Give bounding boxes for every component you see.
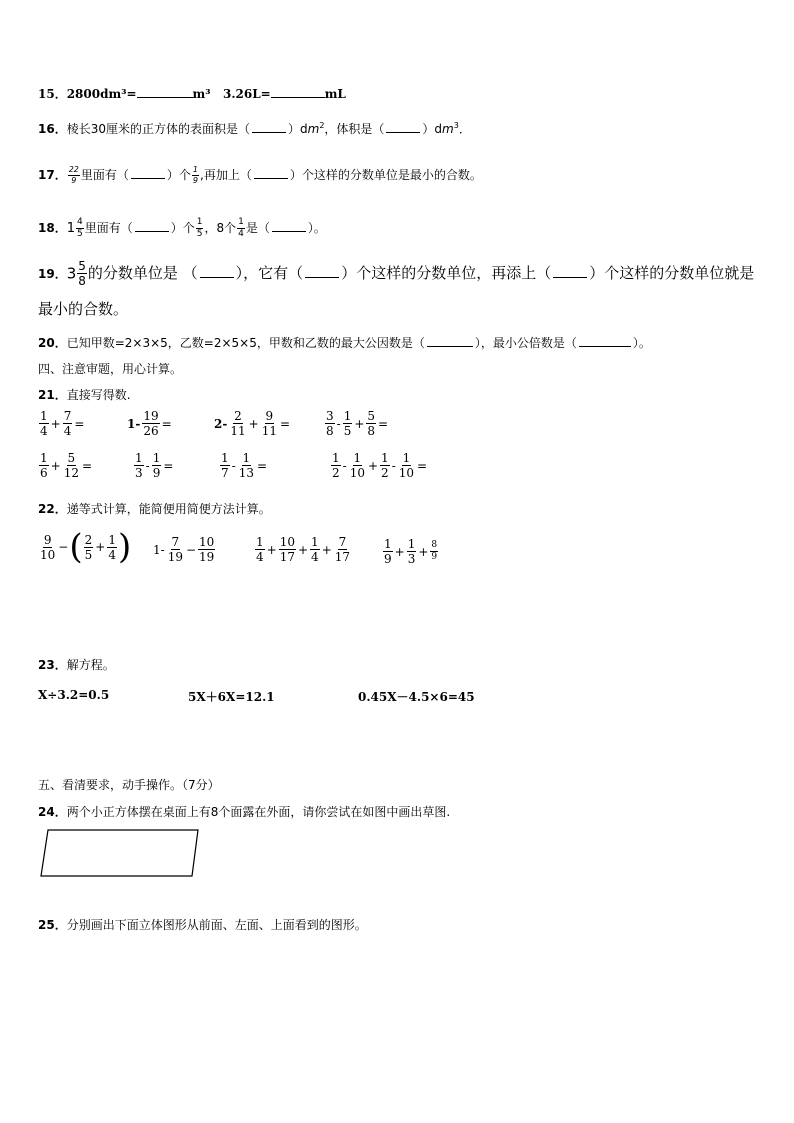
question-24 [38,803,450,820]
answer-blank [137,85,193,98]
q21-expr-4: $\frac{3}{8}$ - $\frac{1}{5}$ + $\frac{5}{8}$ = [326,409,389,438]
q22-title: 递等式计算，能简便用简便方法计算。 [66,502,271,516]
fraction: $\frac{1}{6}$ [40,451,48,480]
q23-number: 23． [38,658,67,672]
fraction: $\frac{8}{9}$ [431,540,438,562]
mixed-integer: 1 [66,221,75,236]
fraction: $\frac{5}{8}$ [367,409,376,438]
fraction: $\frac{9}{11}$ [261,409,277,438]
fraction: $\frac{5}{12}$ [63,451,79,480]
q18-number: 18． [38,221,67,235]
fraction: $\frac{19}{26}$ [143,409,159,438]
equation-3: 0.45X－4.5×6=45 [358,690,475,704]
question-16 [38,120,471,137]
q22-number: 22． [38,502,67,516]
q22-expr-2: 1- $\frac{7}{19}$ − $\frac{10}{19}$ [153,535,215,564]
fraction: $\frac{1}{2}$ [381,451,389,480]
q21-expr-7: $\frac{1}{7}$ - $\frac{1}{13}$ = [221,451,268,480]
q21-expr-6: $\frac{1}{3}$ - $\frac{1}{9}$ = [135,451,174,480]
q21-expr-1: $\frac{1}{4}$ + $\frac{7}{4}$ = [40,409,85,438]
q15-number: 15． [38,87,67,101]
q16-text-g: ． [458,122,471,136]
answer-blank [200,267,234,278]
fraction: $\frac{2}{11}$ [230,409,246,438]
fraction: $\frac{7}{4}$ [63,409,72,438]
q18-text-c: ，8个 [204,221,237,235]
fraction: $\frac{1}{3}$ [407,537,416,566]
q16-unit-2: m [442,122,454,136]
q16-number: 16． [38,122,67,136]
q21-expr-8: $\frac{1}{2}$ - $\frac{1}{10}$ + $\frac{1}{2}$ - $\frac{1}{10}$ = [332,451,428,480]
q20-end: ）。 [632,336,651,350]
q16-sup-2: 3 [453,121,459,130]
fraction: $\frac{1}{5}$ [343,409,352,438]
q21-expr-3: 2- $\frac{2}{11}$ + $\frac{9}{11}$ = [214,409,291,438]
fraction: $\frac{10}{17}$ [279,535,295,564]
q22-expr-1: $\frac{9}{10}$ −( $\frac{2}{5}$ + $\frac{1}{4}$ ) [40,527,132,567]
q19-line-2: 最小的合数。 [38,300,129,318]
q18-text-b: ）个 [170,221,195,235]
q15-text-d: mL [324,87,346,101]
mixed-integer: 3 [66,264,77,283]
answer-blank [427,336,473,347]
fraction: $\frac{2}{5}$ [84,532,93,562]
q17-number: 17． [38,168,67,182]
q15-text-a: 2800dm³= [66,87,137,101]
q19-text-d: ）个这样的分数单位就是 [589,264,755,282]
fraction: $\frac{7}{17}$ [334,535,351,564]
question-21 [38,386,131,403]
fraction: $\frac{1}{4}$ [311,535,319,564]
fraction: $\frac{1}{4}$ [256,535,264,564]
section-4-heading: 四、注意审题，用心计算。 [38,362,183,376]
question-20 [38,334,651,351]
q25-number: 25． [38,918,67,932]
answer-blank [272,221,306,232]
fraction: $\frac{1}{4}$ [40,409,48,438]
q21-expr-5: $\frac{1}{6}$ + $\frac{5}{12}$ = [40,451,93,480]
q25-text: 分别画出下面立体图形从前面、左面、上面看到的图形。 [66,918,367,932]
answer-blank [254,168,288,179]
answer-blank [135,221,169,232]
answer-blank [252,122,286,133]
q21-expr-2: 1- $\frac{19}{26}$ = [127,409,172,438]
q21-title: 直接写得数. [66,388,131,402]
q18-text-e: ）。 [307,221,326,235]
fraction: $\frac{3}{8}$ [326,409,334,438]
q19-text-b: ），它有（ [235,264,304,282]
fraction: $\frac{1}{10}$ [349,451,365,480]
q16-text-d: ，体积是（ [324,122,385,136]
fraction: $\frac{1}{2}$ [332,451,340,480]
q23-title: 解方程。 [66,658,115,672]
answer-blank [579,336,631,347]
answer-blank [305,267,339,278]
question-18 [38,218,326,239]
q17-text-b: ）个 [166,168,191,182]
q16-sup: 2 [319,121,325,130]
q17-text-d: ）个这样的分数单位是最小的合数。 [289,168,482,182]
fraction: $\frac{1}{7}$ [221,451,229,480]
answer-blank [553,267,587,278]
answer-blank [131,168,165,179]
q24-text: 两个小正方体摆在桌面上有8个面露在外面，请你尝试在如图中画出草图. [66,805,451,819]
question-22 [38,500,271,517]
q15-text-b: m³ [192,87,211,101]
q20-number: 20． [38,336,67,350]
fraction: $\frac{1}{9}$ [152,451,161,480]
fraction: $\frac{1}{9}$ [384,537,392,566]
fraction: $\frac{1}{4}$ [108,532,116,562]
question-15 [38,85,346,102]
question-17 [38,166,482,185]
q18-text-a: 里面有（ [84,221,133,235]
q22-expr-3: $\frac{1}{4}$ + $\frac{10}{17}$ + $\frac{1}{4}$ + $\frac{7}{17}$ [256,535,351,564]
question-23 [38,656,115,673]
q17-text-c: ,再加上（ [200,168,252,182]
answer-blank [271,85,325,98]
q16-unit: m [307,122,320,136]
equation-1: X÷3.2=0.5 [38,688,110,702]
fraction: $\frac{1}{5}$ [196,217,203,239]
q19-number: 19． [38,267,67,281]
equation-2: 5X＋6X=12.1 [188,690,275,704]
section-5-heading: 五、看清要求，动手操作。（7分） [38,778,220,792]
q22-expr-4: $\frac{1}{9}$ + $\frac{1}{3}$ + $\frac{8}{9}$ [384,537,438,566]
fraction: $\frac{7}{19}$ [167,535,183,564]
fraction: $\frac{5}{8}$ [78,259,86,288]
answer-blank [386,122,420,133]
fraction: $\frac{9}{10}$ [40,532,56,562]
tabletop-parallelogram [38,828,202,878]
fraction: $\frac{1}{4}$ [238,217,244,239]
q19-text-c: ）个这样的分数单位，再添上（ [341,264,552,282]
fraction: $\frac{22}{9}$ [68,165,79,185]
fraction: $\frac{10}{19}$ [199,535,215,564]
fraction: $\frac{1}{13}$ [238,451,254,480]
q18-text-d: 是（ [245,221,270,235]
fraction: $\frac{1}{3}$ [135,451,143,480]
q20-mid: ），最小公倍数是（ [474,336,577,350]
question-25 [38,916,367,933]
q21-number: 21． [38,388,67,402]
question-19 [38,260,754,287]
q15-text-c: 3.26L= [223,87,271,101]
q16-text-b: ）d [287,122,308,136]
fraction: $\frac{1}{10}$ [398,451,415,480]
fraction: $\frac{1}{9}$ [192,165,199,185]
q20-text: 已知甲数=2×3×5，乙数=2×5×5，甲数和乙数的最大公因数是（ [66,336,425,350]
q16-text-a: 棱长30厘米的正方体的表面积是（ [66,122,250,136]
q24-number: 24． [38,805,67,819]
q16-text-e: ）d [422,122,443,136]
q19-text-a: 的分数单位是 （ [87,264,198,282]
q17-text-a: 里面有（ [80,168,129,182]
fraction: $\frac{4}{5}$ [76,217,83,239]
